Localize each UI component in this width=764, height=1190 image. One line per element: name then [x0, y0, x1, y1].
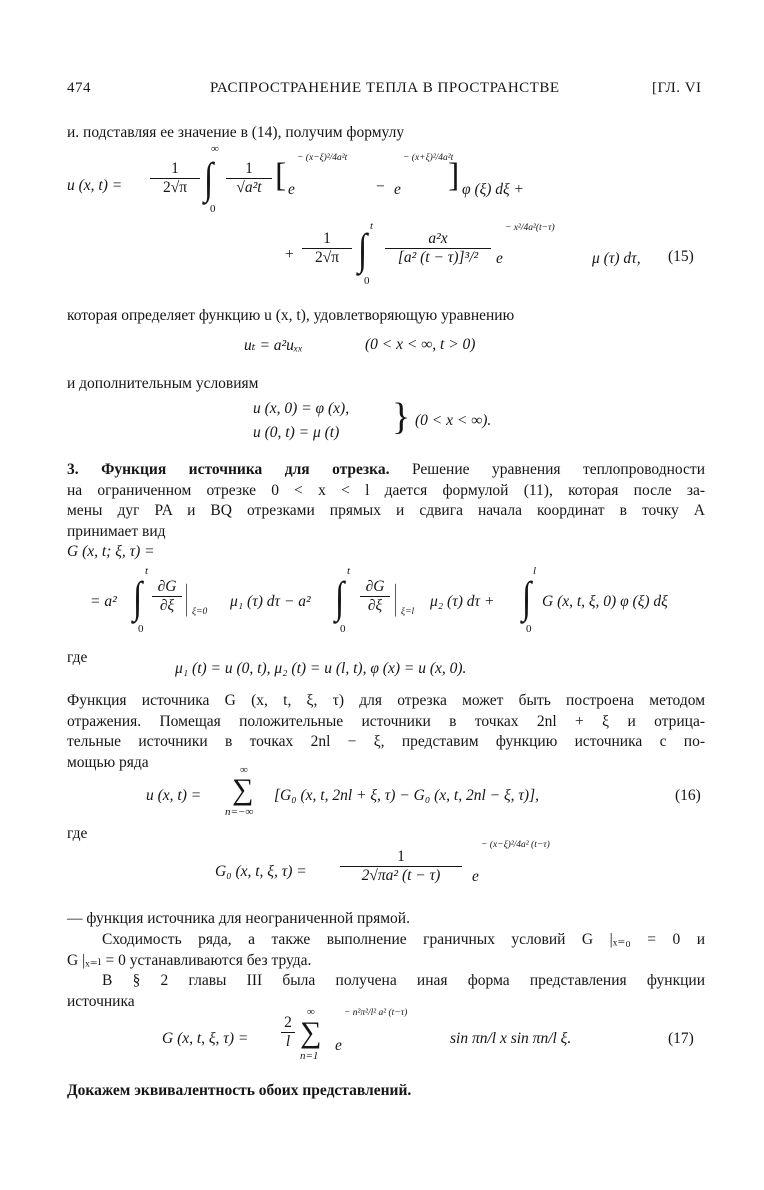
eq15-frac3: 1 2√π [302, 230, 352, 267]
equation-number-16: (16) [675, 787, 701, 804]
eqG0-frac: 1 2√πa² (t − τ) [340, 848, 462, 885]
eq16-body: [G₀ (x, t, 2nl + ξ, τ) − G₀ (x, t, 2nl − ξ, τ)], [274, 787, 539, 804]
eq15-exp3: − x²/4a²(t−τ) [505, 223, 555, 233]
convergence-paragraph: Сходимость ряда, а также выполнение граничных условий G |ₓ₌₀ = 0 и G |ₓ₌ₗ = 0 устанавливаются без труда. В § 2 главы III была получена иная форма представления функции источника [67, 931, 705, 1010]
text-conditions: и дополнительным условиям [67, 375, 259, 392]
text-defines: которая определяет функцию u (x, t), удовлетворяющую уравнению [67, 307, 515, 324]
integral-sign: ∫ [358, 226, 368, 275]
where-label-1: где [67, 649, 88, 666]
eq16-lhs: u (x, t) = [146, 787, 202, 804]
chapter-label: [ГЛ. VI [652, 80, 702, 96]
curly-brace: } [392, 396, 411, 438]
eq15-lhs: u (x, t) = [67, 177, 123, 194]
eq15-int1-upper: ∞ [211, 143, 219, 155]
eq17-lhs: G (x, t, ξ, τ) = [162, 1030, 249, 1047]
eq17-sines: sin πn/l x sin πn/l ξ. [450, 1030, 572, 1047]
eq15-int1-lower: 0 [210, 203, 216, 215]
heat-equation-domain: (0 < x < ∞, t > 0) [365, 336, 476, 353]
eqG-partial-2: ∂G ∂ξ [360, 578, 390, 615]
initial-condition: u (x, 0) = φ (x), [253, 400, 350, 417]
eq15-exp2: − (x+ξ)²/4a²t [403, 153, 454, 163]
eq15-exp1: − (x−ξ)²/4a²t [297, 153, 348, 163]
eqG0-exp: − (x−ξ)²/4a² (t−τ) [481, 840, 550, 850]
right-bracket: ] [448, 157, 460, 194]
eq15-frac2: 1 √a²t [226, 160, 272, 197]
equation-number-17: (17) [668, 1030, 694, 1047]
eqG-partial-1: ∂G ∂ξ [152, 578, 182, 615]
definitions-line: μ₁ (t) = u (0, t), μ₂ (t) = u (l, t), φ (x) = u (x, 0). [175, 660, 467, 677]
where-label-2: где [67, 825, 88, 842]
eq15-tail2: μ (τ) dτ, [592, 250, 641, 267]
eq17-frac: 2 l [281, 1014, 295, 1051]
section-3-title: 3. Функция источника для отрезка. [67, 461, 390, 478]
eq15-frac4: a²x [a² (t − τ)]³/² [385, 230, 491, 267]
intro-line: и. подставляя ее значение в (14), получим формулу [67, 124, 405, 141]
integral-sign: ∫ [204, 155, 214, 204]
conditions-range: (0 < x < ∞). [415, 412, 492, 429]
running-title: РАСПРОСТРАНЕНИЕ ТЕПЛА В ПРОСТРАНСТВЕ [210, 80, 560, 96]
page-number: 474 [67, 80, 91, 96]
source-line: — функция источника для неограниченной прямой. [67, 910, 410, 927]
section-3-paragraph: 3. Функция источника для отрезка. Решение уравнения теплопроводности на ограниченном отрезке 0 < x < l дается формулой (11), которая после за- мены дуг PA и BQ отрезками прямых и сдвига начала координат в точку A принимает вид [67, 461, 705, 540]
summation-sign: ∑ [300, 1016, 322, 1049]
left-bracket: [ [275, 157, 287, 194]
reflection-paragraph: Функция источника G (x, t, ξ, τ) для отрезка может быть построена методом отражения. Помещая положительные источники в точках 2nl + ξ и отрица- тельные источники в точках 2nl − ξ, представим функцию источника с по- мощью ряда [67, 692, 705, 771]
closing-line: Докажем эквивалентность обоих представлений. [67, 1082, 412, 1099]
integral-sign: ∫ [335, 574, 345, 623]
equation-number-15: (15) [668, 248, 694, 265]
eqG-start: = a² [90, 593, 117, 610]
eq15-int2-lower: 0 [364, 275, 370, 287]
eq15-int2-upper: t [370, 220, 374, 232]
integral-sign: ∫ [522, 574, 532, 623]
eq15-tail1: φ (ξ) dξ + [462, 181, 525, 198]
boundary-condition: u (0, t) = μ (t) [253, 424, 340, 441]
heat-equation: uₜ = a²uₓₓ [244, 337, 303, 354]
summation-sign: ∑ [232, 773, 254, 806]
eqG-lhs: G (x, t; ξ, τ) = [67, 543, 155, 560]
eq15-frac1: 1 2√π [150, 160, 200, 197]
eq17-exp: − n²π²/l² a² (t−τ) [344, 1008, 408, 1018]
integral-sign: ∫ [133, 574, 143, 623]
eqG0-lhs: G₀ (x, t, ξ, τ) = [215, 863, 307, 880]
